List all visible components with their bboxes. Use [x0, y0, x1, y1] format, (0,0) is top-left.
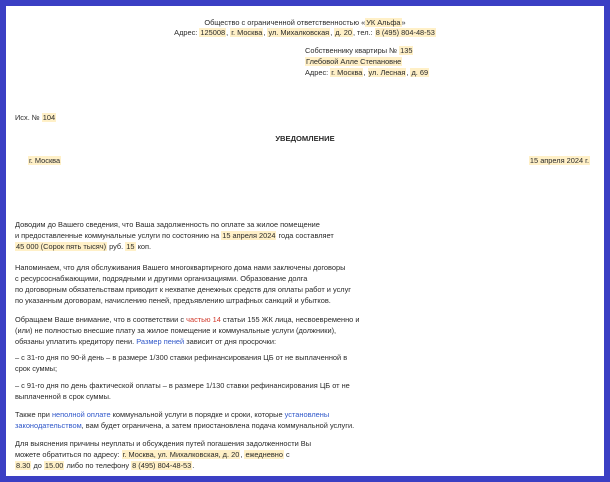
para1-line2 [15, 230, 334, 241]
outgoing-label: Исх. № [15, 113, 42, 122]
text: , [240, 450, 245, 459]
outgoing-number: 104 [42, 113, 56, 122]
para5-line3 [15, 460, 194, 471]
bullet1-line1: – с 31-го дня по 90-й день – в размере 1/300 ставки рефинансирования ЦБ от не выплаченной в [15, 353, 348, 362]
text: Обращаем Ваше внимание, что в соответствии с [15, 315, 187, 324]
text: до [31, 461, 44, 470]
org-address-line [6, 27, 604, 38]
penalty-size-link[interactable]: Размер пеней [136, 337, 185, 346]
contact-time-from: 8.30 [16, 461, 31, 470]
place-line [28, 155, 61, 166]
bullet1-line2: срок суммы; [15, 364, 58, 373]
bullet2-line1: – с 91-го дня по день фактической оплаты – в размере 1/130 ставки рефинансирования ЦБ от не [15, 381, 350, 390]
org-house: д. 20 [335, 28, 352, 37]
recipient-street: ул. Лесная [368, 68, 406, 77]
contact-days: ежедневно [245, 450, 283, 459]
legislation-link[interactable]: законодательством [15, 421, 82, 430]
para5-line2 [15, 449, 290, 460]
text: зависит от дня просрочки: [184, 337, 277, 346]
recipient-label: Собственнику квартиры № [305, 46, 400, 55]
recipient-apartment-line [305, 45, 413, 56]
debt-date: 15 апреля 2024 [222, 231, 276, 240]
recipient-name: Глебовой Алле Степановне [306, 57, 402, 66]
text: . [192, 461, 195, 470]
text: либо по телефону [64, 461, 132, 470]
para3-line2: (или) не полностью внесшие плату за жилое помещение и коммунальные услуги (должники), [15, 326, 337, 335]
recipient-city: г. Москва [331, 68, 363, 77]
recipient-address-line [305, 67, 429, 78]
sep: , [226, 28, 231, 37]
document-title: УВЕДОМЛЕНИЕ [275, 134, 335, 143]
document-place: г. Москва [29, 156, 61, 165]
document-date: 15 апреля 2024 г. [529, 156, 589, 165]
law-part-link[interactable]: частью 14 [186, 315, 221, 324]
org-city: г. Москва [231, 28, 263, 37]
recipient-apartment: 135 [400, 46, 413, 55]
org-street: ул. Михалковская [268, 28, 330, 37]
para2-line2: с ресурсоснабжающими, подрядными и другими организациями. Образование долга [15, 274, 308, 283]
text: коммунальной услуги в порядке и сроки, которые [110, 410, 285, 419]
para1-line1: Доводим до Вашего сведения, что Ваша задолженность по оплате за жилое помещение [15, 220, 320, 229]
recipient-name-line [305, 56, 402, 67]
org-prefix: Общество с ограниченной ответственностью « [204, 18, 366, 27]
para2-line1: Напоминаем, что для обслуживания Вашего многоквартирного дома нами заключены договоры [15, 263, 346, 272]
para2-line4: по указанным договорам, начислению пеней, предъявлению штрафных санкций и убытков. [15, 296, 331, 305]
org-zip: 125008 [200, 28, 226, 37]
contact-address: г. Москва, ул. Михалковская, д. 20 [122, 450, 240, 459]
org-address-label: Адрес: [174, 28, 200, 37]
sep: , [263, 28, 268, 37]
para3-line1 [15, 314, 359, 325]
sep: , [330, 28, 335, 37]
org-phone: 8 (495) 804-48-53 [375, 28, 435, 37]
recipient-address-label: Адрес: [305, 68, 331, 77]
partial-payment-link[interactable]: неполной оплате [51, 410, 111, 419]
para1-line3 [15, 241, 151, 252]
para4-line2 [15, 420, 354, 431]
contact-time-to: 15.00 [44, 461, 64, 470]
text: и предоставленные коммунальные услуги по состоянию на [15, 231, 222, 240]
recipient-house: д. 69 [411, 68, 429, 77]
sep: , [406, 68, 411, 77]
outgoing-number-line [15, 112, 56, 123]
text: статьи 155 ЖК лица, несвоевременно и [220, 315, 360, 324]
text: Также при [15, 410, 52, 419]
para3-line3 [15, 336, 276, 347]
established-link[interactable]: установлены [284, 410, 330, 419]
text: с [283, 450, 290, 459]
sep: , [363, 68, 368, 77]
text: , вам будет ограничена, а затем приостановлена подача коммунальной услуги. [81, 421, 355, 430]
text: коп. [135, 242, 152, 251]
para5-line1: Для выяснения причины неуплаты и обсуждения путей погашения задолженности Вы [15, 439, 312, 448]
org-name: УК Альфа [366, 18, 401, 27]
document-page [6, 6, 604, 476]
date-line [529, 155, 590, 166]
debt-amount: 45 000 (Сорок пять тысяч) [16, 242, 107, 251]
para4-line1 [15, 409, 329, 420]
org-suffix: » [401, 18, 406, 27]
bullet2-line2: выплаченной в срок суммы. [15, 392, 111, 401]
text: года составляет [276, 231, 334, 240]
text: руб. [107, 242, 126, 251]
text: можете обратиться по адресу: [15, 450, 122, 459]
text: обязаны уплатить кредитору пени. [15, 337, 137, 346]
debt-kopecks: 15 [126, 242, 135, 251]
sep: , тел.: [352, 28, 375, 37]
contact-phone: 8 (495) 804-48-53 [132, 461, 192, 470]
para2-line3: по договорным обязательствам приводит к нехватке денежных средств для оплаты работ и услуг [15, 285, 351, 294]
